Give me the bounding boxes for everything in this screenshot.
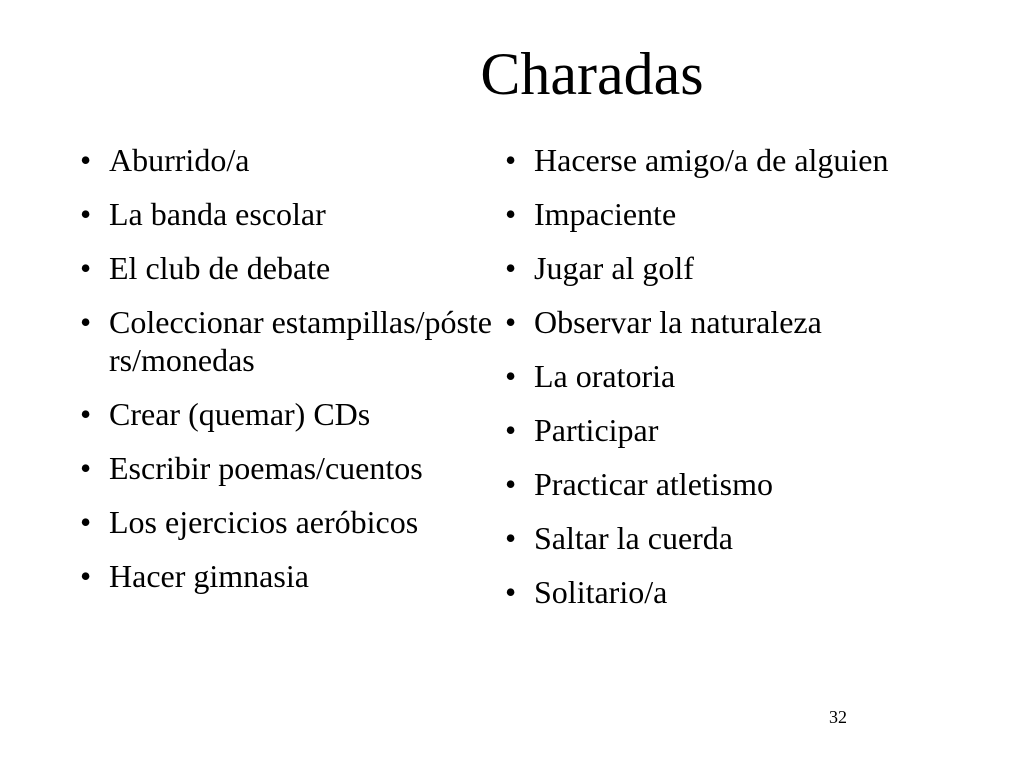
bullet-item: • Jugar al golf — [505, 249, 945, 287]
slide-title: Charadas — [480, 41, 704, 107]
slide-number: 32 — [829, 707, 847, 727]
bullet-item: • Aburrido/a — [80, 141, 500, 179]
bullet-item: • Practicar atletismo — [505, 465, 945, 503]
bullet-item: • La oratoria — [505, 357, 945, 395]
bullet-item: • El club de debate — [80, 249, 500, 287]
right-bullet-list — [505, 141, 945, 627]
left-bullet-list — [80, 141, 500, 611]
bullet-item: • Observar la naturaleza — [505, 303, 945, 341]
bullet-item: • Impaciente — [505, 195, 945, 233]
bullet-item: • Los ejercicios aeróbicos — [80, 503, 500, 541]
bullet-item: • Solitario/a — [505, 573, 945, 611]
bullet-item: • Saltar la cuerda — [505, 519, 945, 557]
bullet-item: • Coleccionar estampillas/pósters/monedas — [80, 303, 500, 379]
bullet-item: • La banda escolar — [80, 195, 500, 233]
bullet-item: • Participar — [505, 411, 945, 449]
bullet-item: • Hacerse amigo/a de alguien — [505, 141, 945, 179]
bullet-item: • Hacer gimnasia — [80, 557, 500, 595]
bullet-item: • Escribir poemas/cuentos — [80, 449, 500, 487]
bullet-item: • Crear (quemar) CDs — [80, 395, 500, 433]
